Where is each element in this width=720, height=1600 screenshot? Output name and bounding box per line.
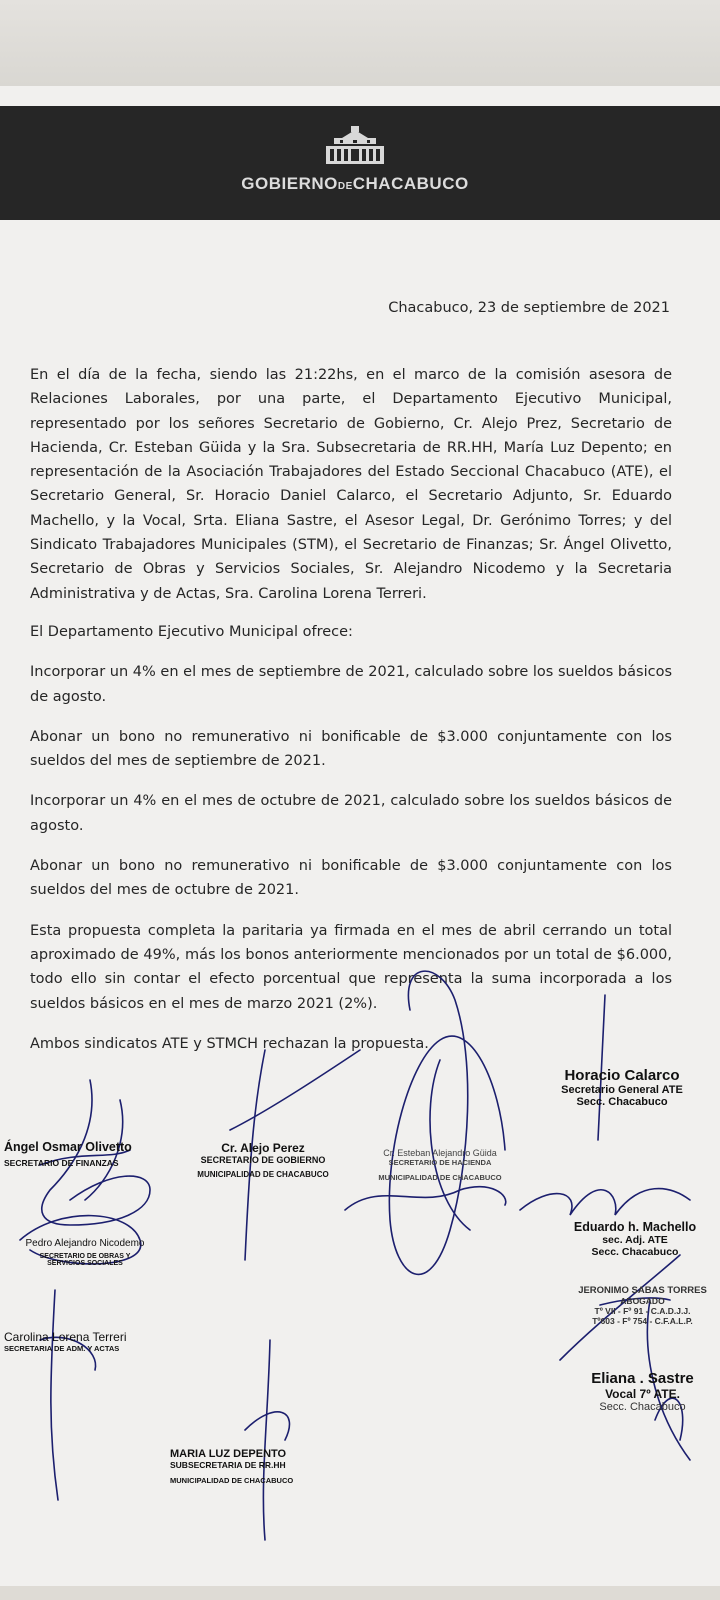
document-body xyxy=(30,363,672,1072)
paragraph-item-4: Abonar un bono no remunerativo ni bonificable de $3.000 conjuntamente con los sueldos del mes de octubre de 2021. xyxy=(30,858,672,899)
signer-role: MUNICIPALIDAD DE CHACABUCO xyxy=(170,1476,294,1485)
signature-nicodemo xyxy=(10,1238,160,1267)
signer-role: MUNICIPALIDAD DE CHACABUCO xyxy=(378,1173,502,1182)
signer-name: Cr. Alejo Perez xyxy=(221,1141,305,1155)
signer-role: SECRETARIO DE GOBIERNO xyxy=(200,1155,326,1165)
signer-role: Secc. Chacabuco xyxy=(599,1401,686,1413)
signer-name: MARIA LUZ DEPENTO xyxy=(170,1448,287,1460)
signer-name: Horacio Calarco xyxy=(564,1067,680,1084)
signer-role: MUNICIPALIDAD DE CHACABUCO xyxy=(197,1170,329,1179)
signer-role: SECRETARIA DE ADM. Y ACTAS xyxy=(4,1344,120,1353)
signature-olivetto xyxy=(4,1140,154,1168)
signer-name: Cr. Esteban Alejandro Güida xyxy=(383,1148,497,1158)
paragraph-item-3: Incorporar un 4% en el mes de octubre de 2021, calculado sobre los sueldos básicos de agosto. xyxy=(30,793,672,834)
paragraph-summary: Esta propuesta completa la paritaria ya firmada en el mes de abril cerrando un total aproximado de 49%, más los bonos anteriormente mencionados por un total de $6.000, todo ello sin contar el efecto porcentual que representa la suma incorporada a los sueldos básicos en el mes de marzo 2021 (2%). xyxy=(30,922,672,1012)
signature-sastre xyxy=(565,1370,720,1413)
signature-depento xyxy=(170,1448,340,1485)
document-date: Chacabuco, 23 de septiembre de 2021 xyxy=(388,300,670,316)
paragraph-rejection: Ambos sindicatos ATE y STMCH rechazan la propuesta. xyxy=(30,1035,429,1052)
signer-name: Ángel Osmar Olivetto xyxy=(4,1140,132,1154)
paragraph-item-1: Incorporar un 4% en el mes de septiembre de 2021, calculado sobre los sueldos básicos de agosto. xyxy=(30,664,672,705)
building-icon xyxy=(320,124,390,168)
signer-role: sec. Adj. ATE xyxy=(602,1234,668,1246)
signer-role: SUBSECRETARIA DE RR.HH xyxy=(170,1460,286,1470)
signature-terreri xyxy=(4,1330,164,1353)
signer-role: Tº VII - Fº 91 - C.A.D.J.J. xyxy=(594,1306,691,1316)
signer-name: Pedro Alejandro Nicodemo xyxy=(25,1238,145,1249)
signature-perez xyxy=(188,1141,338,1179)
signature-calarco xyxy=(537,1067,707,1108)
signer-role: ABOGADO xyxy=(620,1296,665,1306)
signer-role: SECRETARIO DE HACIENDA xyxy=(388,1158,492,1167)
signer-name: Eduardo h. Machello xyxy=(573,1220,697,1234)
paragraph-intro: En el día de la fecha, siendo las 21:22hs, en el marco de la comisión asesora de Relaciones Laborales, por una parte, el Departamento Ejecutivo Municipal, representado por los señores Secretario de Gobierno, Cr. Alejo Prez, Secretario de Hacienda, Cr. Esteban Güida y la Sra. Subsecretaria de RR.HH, María Luz Depento; en representación de la Asociación Trabajadores del Estado Seccional Chacabuco (ATE), el Secretario General, Sr. Horacio Daniel Calarco, el Secretario Adjunto, Sr. Eduardo Machello, y la Vocal, Srta. Eliana Sastre, el Asesor Legal, Dr. Gerónimo Torres; y del Sindicato Trabajadores Municipales (STM), el Secretario de Finanzas; Sr. Ángel Olivetto, Secretario de Obras y Servicios Sociales, Sr. Alejandro Nicodemo y la Secretaria Administrativa y de Actas, Sra. Carolina Lorena Terreri. xyxy=(30,367,672,602)
signature-machello xyxy=(555,1220,715,1258)
signer-role: SECRETARIO DE OBRAS Y xyxy=(39,1253,131,1260)
signer-role: Tº603 - Fº 754 - C.F.A.L.P. xyxy=(592,1316,693,1326)
signer-role: Secretario General ATE xyxy=(561,1084,683,1096)
paragraph-offer: El Departamento Ejecutivo Municipal ofrece: xyxy=(30,623,353,640)
signer-role: Secc. Chacabuco xyxy=(591,1246,679,1258)
signer-role: SECRETARIO DE FINANZAS xyxy=(4,1158,119,1168)
signer-name: JERONIMO SABAS TORRES xyxy=(578,1285,707,1296)
signature-guida xyxy=(365,1148,515,1182)
signer-role: Secc. Chacabuco xyxy=(576,1096,668,1108)
signature-torres xyxy=(565,1285,720,1326)
logo-wordmark: GOBIERNODECHACABUCO xyxy=(241,174,469,193)
signer-role: Vocal 7º ATE. xyxy=(605,1387,680,1401)
signer-name: Carolina Lorena Terreri xyxy=(4,1330,127,1344)
signer-name: Eliana . Sastre xyxy=(591,1370,694,1387)
background-surface xyxy=(0,0,720,86)
signer-role: SERVICIOS SOCIALES xyxy=(47,1260,123,1267)
government-logo xyxy=(235,124,475,204)
paragraph-item-2: Abonar un bono no remunerativo ni bonificable de $3.000 conjuntamente con los sueldos del mes de septiembre de 2021. xyxy=(30,728,672,770)
